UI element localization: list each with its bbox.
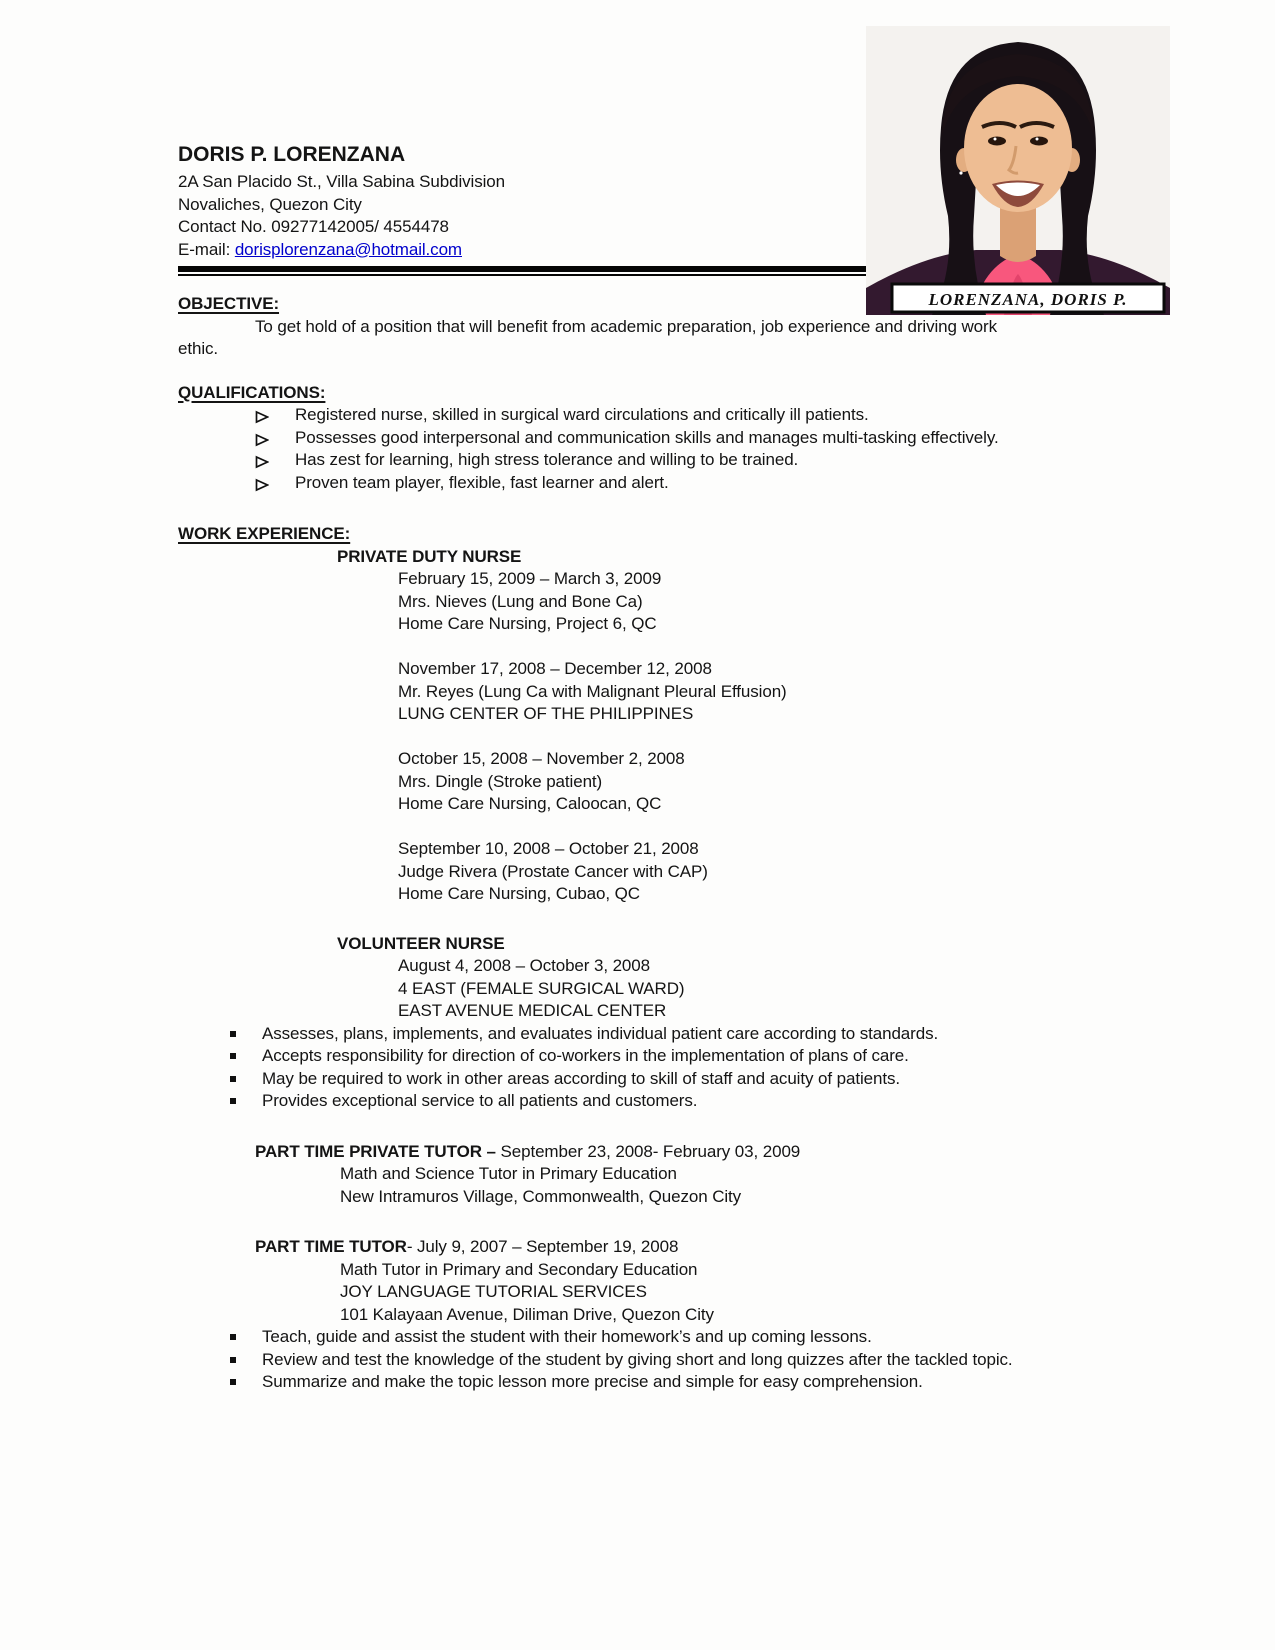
tutor-role-title: PART TIME PRIVATE TUTOR – bbox=[255, 1141, 496, 1161]
list-item bbox=[178, 1326, 1122, 1349]
email-label: E-mail: bbox=[178, 239, 235, 259]
list-item bbox=[178, 427, 1125, 450]
address-line-1: 2A San Placido St., Villa Sabina Subdivision bbox=[178, 172, 506, 191]
duty-text: Summarize and make the topic lesson more precise and simple for easy comprehension. bbox=[262, 1372, 923, 1391]
square-bullet-icon bbox=[230, 1357, 236, 1363]
job-entry bbox=[398, 748, 1275, 816]
duty-text: Assesses, plans, implements, and evaluates individual patient care according to standards. bbox=[262, 1023, 939, 1043]
job-entry bbox=[398, 658, 1275, 726]
tutor-detail: New Intramuros Village, Commonwealth, Quezon City bbox=[340, 1186, 742, 1206]
duty-text: Teach, guide and assist the student with their homework’s and up coming lessons. bbox=[262, 1327, 872, 1346]
job-dates: November 17, 2008 – December 12, 2008 bbox=[398, 659, 712, 678]
qualification-text: Registered nurse, skilled in surgical ward circulations and critically ill patients. bbox=[295, 405, 869, 424]
tutor-detail: JOY LANGUAGE TUTORIAL SERVICES bbox=[340, 1282, 647, 1301]
job-title: VOLUNTEER NURSE bbox=[337, 933, 505, 953]
square-bullet-icon bbox=[230, 1053, 236, 1059]
job-location: Home Care Nursing, Project 6, QC bbox=[398, 614, 657, 633]
tutor-role bbox=[178, 1236, 1275, 1326]
tutor-detail: 101 Kalayaan Avenue, Diliman Drive, Quezon City bbox=[340, 1304, 714, 1324]
job-patient: Mrs. Dingle (Stroke patient) bbox=[398, 771, 603, 791]
arrow-bullet-icon bbox=[255, 453, 269, 467]
job-patient: Mrs. Nieves (Lung and Bone Ca) bbox=[398, 591, 643, 611]
contact-number: Contact No. 09277142005/ 4554478 bbox=[178, 217, 449, 236]
job-dates: August 4, 2008 – October 3, 2008 bbox=[398, 956, 650, 975]
left-eye bbox=[988, 137, 1006, 146]
right-eye bbox=[1030, 137, 1048, 146]
list-item bbox=[178, 1068, 1122, 1091]
list-item bbox=[178, 1090, 1122, 1113]
job-title: PRIVATE DUTY NURSE bbox=[337, 546, 522, 566]
job-location: LUNG CENTER OF THE PHILIPPINES bbox=[398, 704, 694, 723]
job-location: Home Care Nursing, Caloocan, QC bbox=[398, 794, 662, 813]
job-dates: February 15, 2009 – March 3, 2009 bbox=[398, 569, 662, 588]
photo-caption-text: LORENZANA, DORIS P. bbox=[928, 290, 1128, 309]
arrow-bullet-icon bbox=[255, 408, 269, 422]
job-patient: Judge Rivera (Prostate Cancer with CAP) bbox=[398, 861, 708, 881]
tutor-title-line bbox=[255, 1236, 1275, 1259]
header-divider bbox=[178, 266, 879, 276]
objective-heading: OBJECTIVE: bbox=[178, 294, 280, 313]
duty-text: May be required to work in other areas according to skill of staff and acuity of patients. bbox=[262, 1068, 900, 1088]
job-patient: Mr. Reyes (Lung Ca with Malignant Pleural Effusion) bbox=[398, 681, 787, 701]
square-bullet-icon bbox=[230, 1098, 236, 1104]
job-ward: 4 EAST (FEMALE SURGICAL WARD) bbox=[398, 978, 685, 998]
square-bullet-icon bbox=[230, 1076, 236, 1082]
list-item bbox=[178, 1371, 1122, 1394]
list-item bbox=[178, 1045, 1122, 1068]
objective-text: To get hold of a position that will benefit from academic preparation, job experience and driving work ethic. bbox=[178, 316, 998, 358]
list-item bbox=[178, 1023, 1122, 1046]
applicant-name: DORIS P. LORENZANA bbox=[178, 143, 406, 166]
tutor-role-dates: - July 9, 2007 – September 19, 2008 bbox=[406, 1237, 679, 1256]
tutor-detail: Math Tutor in Primary and Secondary Education bbox=[340, 1259, 698, 1279]
tutor-role-title: PART TIME TUTOR bbox=[255, 1237, 407, 1256]
earring bbox=[959, 171, 962, 174]
tutor-role bbox=[178, 1141, 1275, 1209]
tutor-detail: Math and Science Tutor in Primary Education bbox=[340, 1164, 677, 1183]
applicant-photo bbox=[866, 26, 1170, 315]
work-experience-heading: WORK EXPERIENCE: bbox=[178, 524, 351, 543]
list-item bbox=[178, 449, 1125, 472]
address-line-2: Novaliches, Quezon City bbox=[178, 194, 362, 214]
duty-text: Accepts responsibility for direction of co-workers in the implementation of plans of care. bbox=[262, 1046, 909, 1065]
square-bullet-icon bbox=[230, 1334, 236, 1340]
nurse-duties-list bbox=[178, 1023, 1275, 1113]
email-link[interactable]: dorisplorenzana@hotmail.com bbox=[234, 239, 462, 259]
photo-caption bbox=[892, 284, 1164, 312]
tutor-title-line bbox=[255, 1141, 1275, 1164]
square-bullet-icon bbox=[230, 1379, 236, 1385]
job-location: EAST AVENUE MEDICAL CENTER bbox=[398, 1001, 667, 1020]
qualification-text: Has zest for learning, high stress tolerance and willing to be trained. bbox=[295, 450, 799, 469]
duty-text: Review and test the knowledge of the student by giving short and long quizzes after the tackled topic. bbox=[262, 1349, 1013, 1369]
qualification-text: Possesses good interpersonal and communication skills and manages multi-tasking effectively. bbox=[295, 427, 999, 447]
job-entry bbox=[398, 838, 1275, 906]
tutor-role-dates: September 23, 2008- February 03, 2009 bbox=[495, 1141, 801, 1161]
job-location: Home Care Nursing, Cubao, QC bbox=[398, 884, 640, 903]
square-bullet-icon bbox=[230, 1031, 236, 1037]
job-entry bbox=[398, 568, 1275, 636]
list-item bbox=[178, 1349, 1122, 1372]
job-dates: September 10, 2008 – October 21, 2008 bbox=[398, 839, 699, 858]
qualifications-heading: QUALIFICATIONS: bbox=[178, 382, 326, 402]
qualification-text: Proven team player, flexible, fast learner and alert. bbox=[295, 472, 669, 492]
list-item bbox=[178, 404, 1125, 427]
job-entry bbox=[398, 955, 1275, 1023]
job-dates: October 15, 2008 – November 2, 2008 bbox=[398, 749, 685, 768]
tutor-duties-list bbox=[178, 1326, 1275, 1394]
qualifications-list bbox=[178, 404, 1275, 494]
list-item bbox=[178, 472, 1125, 495]
arrow-bullet-icon bbox=[255, 476, 269, 490]
arrow-bullet-icon bbox=[255, 431, 269, 445]
duty-text: Provides exceptional service to all patients and customers. bbox=[262, 1091, 698, 1110]
